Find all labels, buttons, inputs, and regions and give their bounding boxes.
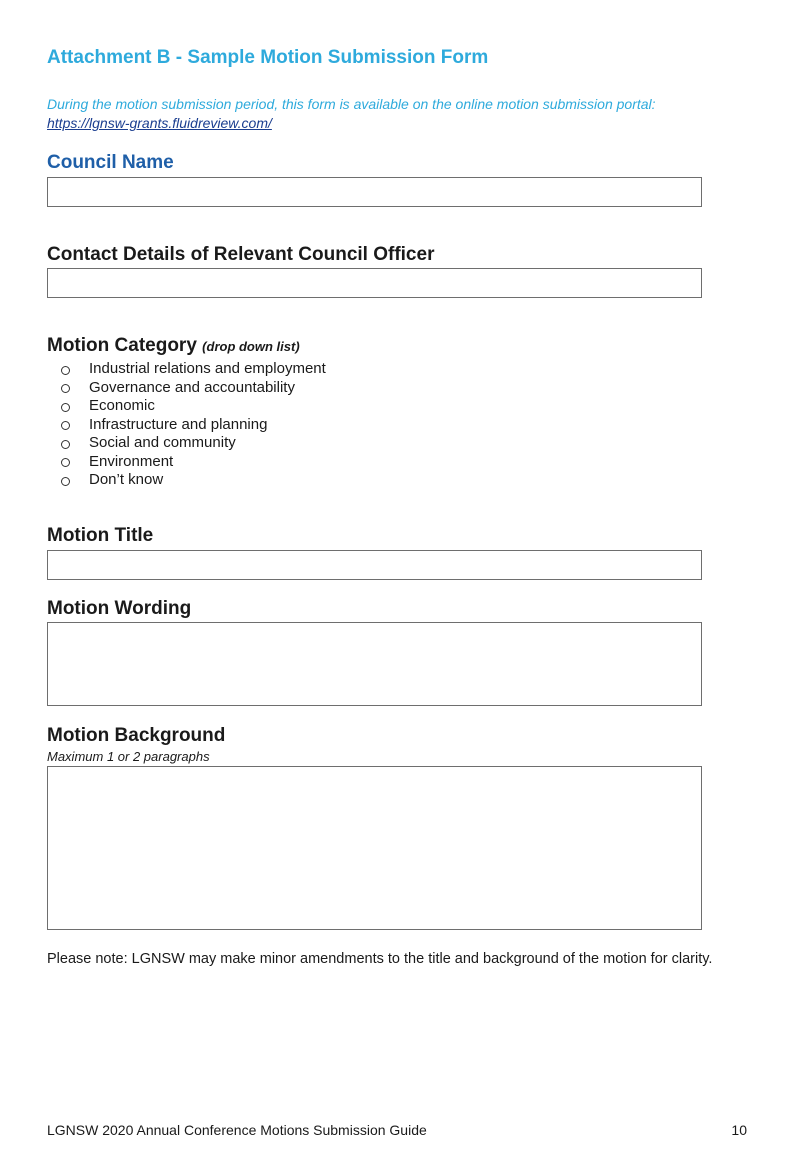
motion-title-label: Motion Title bbox=[47, 525, 154, 546]
category-option[interactable] bbox=[61, 434, 326, 453]
motion-background-label: Motion Background bbox=[47, 725, 226, 746]
category-option[interactable] bbox=[61, 471, 326, 490]
category-option[interactable] bbox=[61, 453, 326, 472]
category-option-label: Governance and accountability bbox=[89, 378, 295, 396]
category-option-label: Economic bbox=[89, 397, 155, 414]
radio-circle-icon bbox=[61, 440, 70, 449]
council-name-label: Council Name bbox=[47, 152, 174, 173]
radio-circle-icon bbox=[61, 421, 70, 430]
motion-background-hint: Maximum 1 or 2 paragraphs bbox=[47, 749, 210, 764]
category-option-label: Environment bbox=[89, 452, 174, 470]
radio-circle-icon bbox=[61, 477, 70, 486]
amendment-note: Please note: LGNSW may make minor amendments to the title and background of the motion for clarity. bbox=[47, 951, 713, 967]
document-page bbox=[47, 0, 747, 1156]
category-option-label: Social and community bbox=[89, 434, 236, 451]
footer-page-number: 10 bbox=[731, 1122, 747, 1138]
category-option-label: Industrial relations and employment bbox=[89, 360, 326, 377]
motion-wording-field[interactable] bbox=[47, 622, 702, 706]
radio-circle-icon bbox=[61, 458, 70, 467]
category-option-label: Don’t know bbox=[89, 471, 164, 488]
category-option[interactable] bbox=[61, 397, 326, 416]
intro-text: During the motion submission period, this form is available on the online motion submission portal: bbox=[47, 96, 656, 112]
motion-category-label bbox=[47, 335, 300, 357]
radio-circle-icon bbox=[61, 384, 70, 393]
category-option-label: Infrastructure and planning bbox=[89, 415, 268, 433]
motion-background-field[interactable] bbox=[47, 766, 702, 930]
motion-category-title: Motion Category bbox=[47, 335, 197, 356]
intro-paragraph bbox=[47, 95, 747, 133]
page-footer bbox=[47, 1122, 747, 1138]
contact-details-field[interactable] bbox=[47, 268, 702, 298]
category-option[interactable] bbox=[61, 360, 326, 379]
council-name-field[interactable] bbox=[47, 177, 702, 207]
motion-wording-label: Motion Wording bbox=[47, 598, 192, 619]
category-option[interactable] bbox=[61, 416, 326, 435]
category-option[interactable] bbox=[61, 379, 326, 398]
contact-details-label: Contact Details of Relevant Council Officer bbox=[47, 244, 435, 265]
page-title: Attachment B - Sample Motion Submission Form bbox=[47, 47, 489, 68]
motion-category-note: (drop down list) bbox=[202, 339, 300, 354]
motion-title-field[interactable] bbox=[47, 550, 702, 580]
radio-circle-icon bbox=[61, 366, 70, 375]
portal-link[interactable]: https://lgnsw-grants.fluidreview.com/ bbox=[47, 115, 272, 131]
motion-category-options bbox=[61, 360, 326, 490]
radio-circle-icon bbox=[61, 403, 70, 412]
footer-doc-title: LGNSW 2020 Annual Conference Motions Submission Guide bbox=[47, 1122, 427, 1138]
